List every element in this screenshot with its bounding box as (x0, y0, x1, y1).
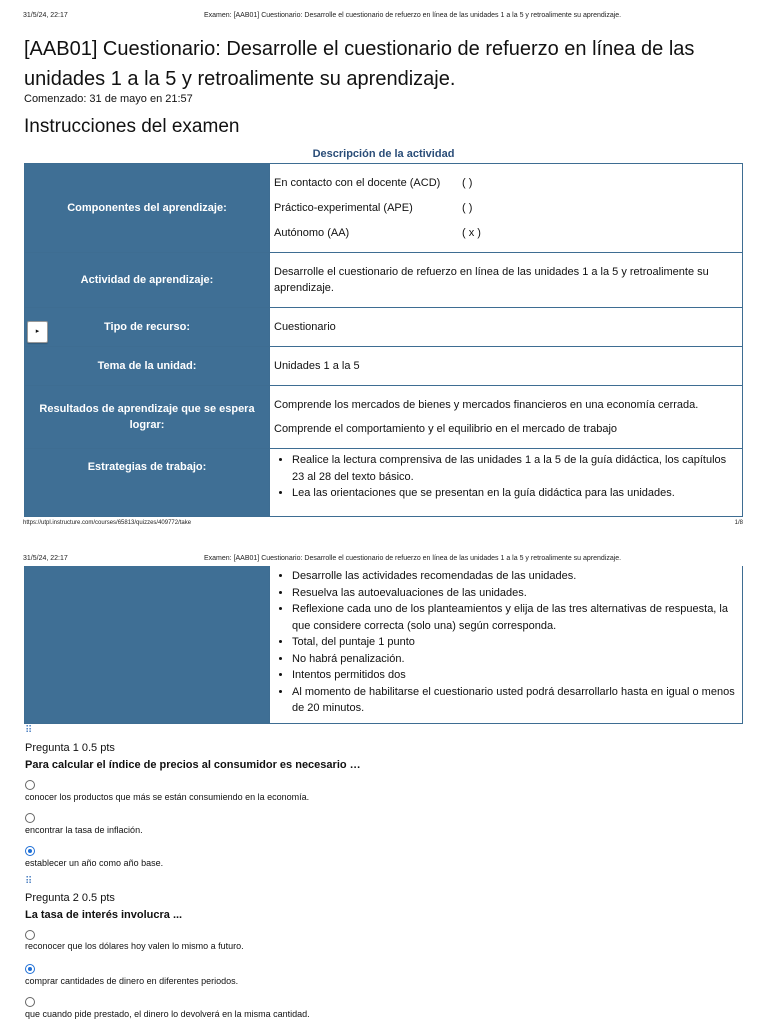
strategies-label: Estrategias de trabajo: (25, 449, 270, 517)
results-value (270, 386, 743, 449)
question-1-option-3-radio[interactable] (25, 846, 35, 856)
activity-label: Actividad de aprendizaje: (25, 253, 270, 308)
results-label: Resultados de aprendizaje que se espera lograr: (25, 386, 270, 449)
table-row (25, 386, 743, 449)
component-mark: ( ) (462, 202, 473, 214)
question-2-option-3-label[interactable]: que cuando pide prestado, el dinero lo devolverá en la misma cantidad. (25, 1009, 310, 1019)
question-1-option-1-label[interactable]: conocer los productos que más se están consumiendo en la economía. (25, 792, 310, 802)
component-mark: ( x ) (462, 227, 481, 239)
component-name: En contacto con el docente (ACD) (274, 177, 441, 189)
table-row (25, 347, 743, 386)
print-date: 31/5/24, 22:17 (23, 555, 68, 562)
question-1-text: Para calcular el índice de precios al consumidor es necesario … (25, 759, 361, 771)
activity-value: Desarrolle el cuestionario de refuerzo en línea de las unidades 1 a la 5 y retroalimente su aprendizaje. (270, 253, 743, 308)
component-name: Práctico-experimental (APE) (274, 202, 413, 214)
table-row (25, 308, 743, 347)
list-item: • Total, del puntaje 1 punto (292, 634, 738, 651)
component-mark: ( ) (462, 177, 473, 189)
activity-description-table (24, 163, 743, 517)
page-number: 1/8 (734, 520, 743, 526)
activity-description-table-continued (24, 566, 743, 724)
unit-label: Tema de la unidad: (25, 347, 270, 386)
question-1-option-1-radio[interactable] (25, 780, 35, 790)
table-row (25, 566, 743, 723)
started-time: Comenzado: 31 de mayo en 21:57 (24, 93, 193, 105)
print-title: Examen: [AAB01] Cuestionario: Desarrolle el cuestionario de refuerzo en línea de las unidades 1 a la 5 y retroalimente su aprendizaje. (204, 555, 622, 562)
quiz-title: [AAB01] Cuestionario: Desarrolle el cuestionario de refuerzo en línea de las unidades 1 a la 5 y retroalimente su aprendizaje. (24, 38, 695, 90)
question-1-option-3-label[interactable]: establecer un año como año base. (25, 858, 164, 868)
list-item: • No habrá penalización. (292, 651, 738, 668)
question-2-header: Pregunta 2 0.5 pts (25, 892, 115, 904)
question-2-option-3-radio[interactable] (25, 997, 35, 1007)
component-item (274, 171, 738, 196)
list-item: • Resuelva las autoevaluaciones de las unidades. (292, 585, 738, 602)
print-url: https://utpl.instructure.com/courses/65813/quizzes/409772/take (23, 520, 192, 526)
resource-value: Cuestionario (270, 308, 743, 347)
result-item: Comprende el comportamiento y el equilibrio en el mercado de trabajo (274, 423, 618, 435)
components-value (270, 164, 743, 253)
print-title: Examen: [AAB01] Cuestionario: Desarrolle el cuestionario de refuerzo en línea de las unidades 1 a la 5 y retroalimente su aprendizaje. (204, 12, 622, 19)
list-item: • Intentos permitidos dos (292, 667, 738, 684)
table-caption: Descripción de la actividad (312, 148, 455, 160)
question-2-text: La tasa de interés involucra ... (25, 909, 183, 921)
table-row (25, 164, 743, 253)
components-label: Componentes del aprendizaje: (25, 164, 270, 253)
question-2-option-1-radio[interactable] (25, 930, 35, 940)
list-item: • Desarrolle las actividades recomendadas de las unidades. (292, 568, 738, 585)
question-2-option-2-radio[interactable] (25, 964, 35, 974)
component-item (274, 196, 738, 221)
question-1-header: Pregunta 1 0.5 pts (25, 742, 115, 754)
result-item: Comprende los mercados de bienes y mercados financieros en una economía cerrada. (274, 399, 699, 411)
list-item: • Lea las orientaciones que se presentan en la guía didáctica para las unidades. (292, 485, 738, 502)
question-2-option-1-label[interactable]: reconocer que los dólares hoy valen lo mismo a futuro. (25, 941, 244, 951)
expand-button[interactable]: ▸ (27, 321, 48, 343)
unit-value: Unidades 1 a la 5 (270, 347, 743, 386)
resource-label: Tipo de recurso: (25, 308, 270, 347)
component-item (274, 221, 738, 246)
drag-handle-icon[interactable]: ⠿ (25, 876, 32, 887)
list-item: • Reflexione cada uno de los planteamientos y elija de las tres alternativas de respuesta, la que considere correcta (solo una) según corresponda. (292, 601, 738, 634)
table-row (25, 253, 743, 308)
page-divider (0, 538, 768, 548)
print-date: 31/5/24, 22:17 (23, 12, 68, 19)
drag-handle-icon[interactable]: ⠿ (25, 725, 32, 736)
list-item: • Realice la lectura comprensiva de las unidades 1 a la 5 de la guía didáctica, los capítulos 23 al 28 del texto básico. (292, 452, 738, 485)
question-1-option-2-radio[interactable] (25, 813, 35, 823)
strategies-value (270, 449, 743, 517)
list-item: • Al momento de habilitarse el cuestionario usted podrá desarrollarlo hasta en igual o menos de 20 minutos. (292, 684, 738, 717)
strategies-label-continued (25, 566, 270, 723)
table-row (25, 449, 743, 517)
instructions-heading: Instrucciones del examen (24, 116, 240, 137)
question-1-option-2-label[interactable]: encontrar la tasa de inflación. (25, 825, 143, 835)
component-name: Autónomo (AA) (274, 227, 350, 239)
question-2-option-2-label[interactable]: comprar cantidades de dinero en diferentes periodos. (25, 976, 239, 986)
strategies-value-continued (270, 566, 743, 723)
